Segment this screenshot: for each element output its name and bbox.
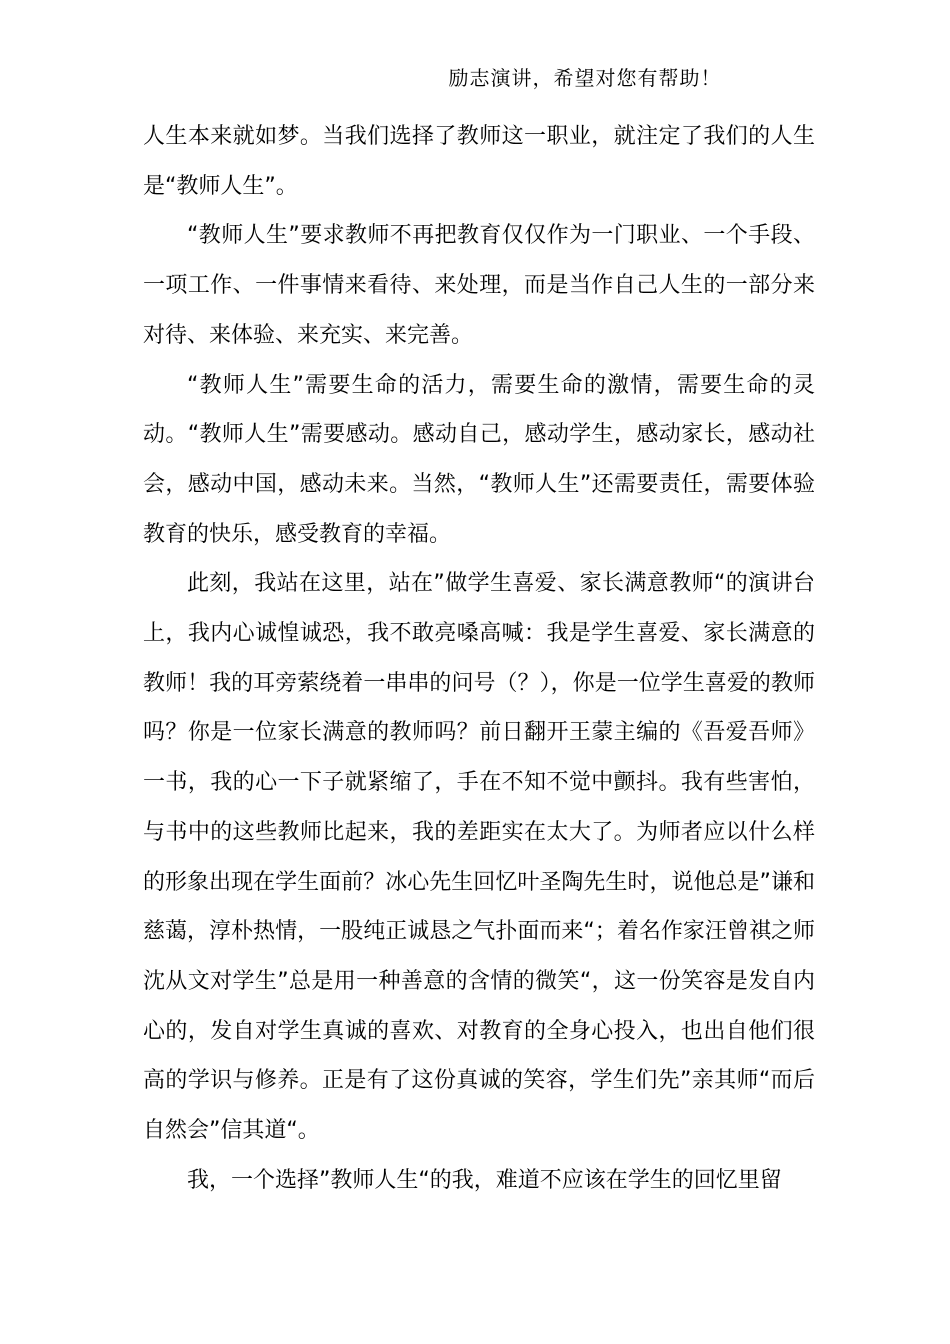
paragraph-4: 此刻，我站在这里，站在”做学生喜爱、家长满意教师“的演讲台上，我内心诚惶诚恐，我不敢亮嗓高喊：我是学生喜爱、家长满意的教师！我的耳旁萦绕着一串串的问号（？），你是一位学生喜爱的教师吗？你是一位家长满意的教师吗？前日翻开王蒙主编的《吾爱吾师》一书，我的心一下子就紧缩了，手在不知不觉中颤抖。我有些害怕，与书中的这些教师比起来，我的差距实在太大了。为师者应以什么样的形象出现在学生面前？冰心先生回忆叶圣陶先生时，说他总是”谦和慈蔼，淳朴热情，一股纯正诚恳之气扑面而来“；着名作家汪曾祺之师沈从文对学生”总是用一种善意的含情的微笑“，这一份笑容是发自内心的，发自对学生真诚的喜欢、对教育的全身心投入，也出自他们很高的学识与修养。正是有了这份真诚的笑容，学生们先”亲其师“而后自然会”信其道“。	[143, 571, 815, 1144]
paragraph-5: 我，一个选择”教师人生“的我，难道不应该在学生的回忆里留	[187, 1167, 782, 1193]
document-body	[143, 112, 815, 1205]
paragraph-2: “教师人生”要求教师不再把教育仅仅作为一门职业、一个手段、一项工作、一件事情来看待、来处理，而是当作自己人生的一部分来对待、来体验、来充实、来完善。	[143, 223, 815, 348]
paragraph-3: “教师人生”需要生命的活力，需要生命的激情，需要生命的灵动。“教师人生”需要感动。感动自己，感动学生，感动家长，感动社会，感动中国，感动未来。当然，“教师人生”还需要责任，需要体验教育的快乐，感受教育的幸福。	[143, 372, 815, 547]
page-header: 励志演讲，希望对您有帮助！	[448, 66, 722, 90]
paragraph-1: 人生本来就如梦。当我们选择了教师这一职业，就注定了我们的人生是“教师人生”。	[143, 124, 815, 199]
